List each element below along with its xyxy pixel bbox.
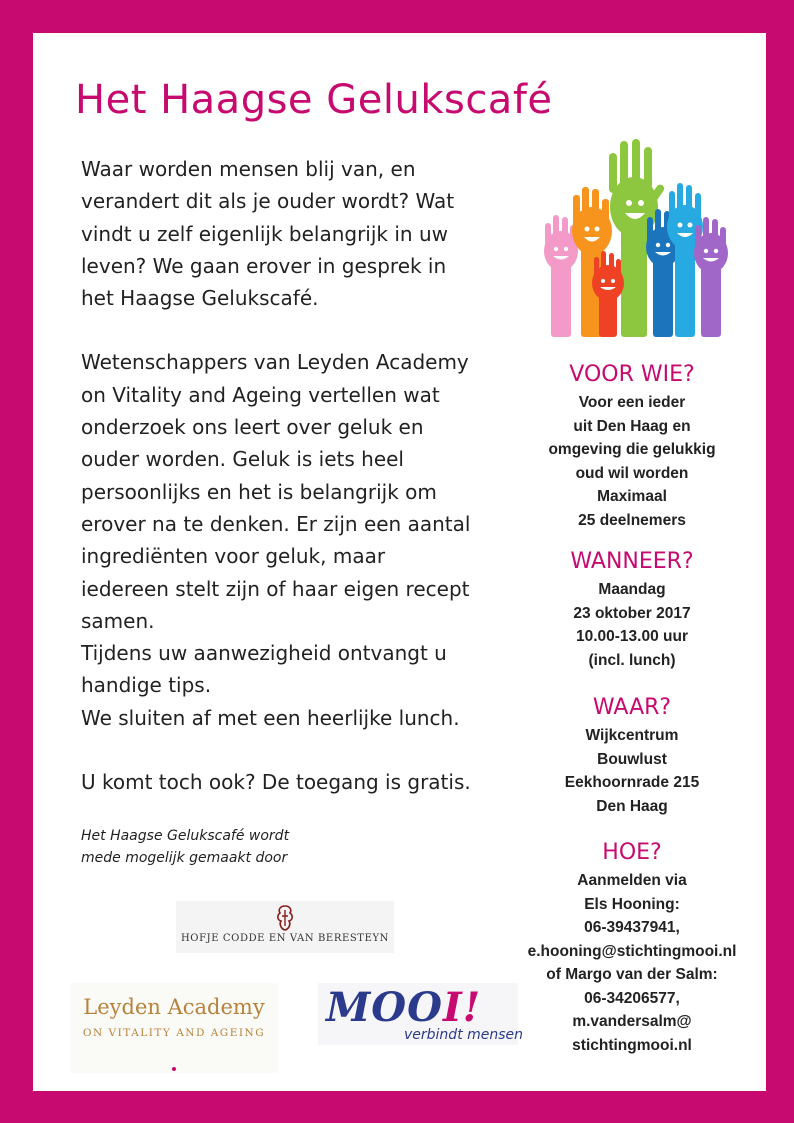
intro-line: verandert dit als je ouder wordt? Wat <box>81 189 455 214</box>
leyden-logo-dot <box>172 1067 176 1071</box>
body-line: erover na te denken. Er zijn een aantal <box>81 511 471 536</box>
how-line: Aanmelden via <box>577 872 687 889</box>
main-text <box>81 153 521 798</box>
body-line: handige tips. <box>81 673 212 698</box>
how-line: e.hooning@stichtingmooi.nl <box>527 942 737 960</box>
mooi-logo-tagline: verbindt mensen <box>404 1027 524 1043</box>
body-line: ingrediënten voor geluk, maar <box>81 544 386 569</box>
mooi-logo-word-b: I! <box>442 984 482 1031</box>
when-line: (incl. lunch) <box>588 651 676 669</box>
info-how <box>500 839 764 1057</box>
sponsor-note-line: mede mogelijk gemaakt door <box>81 850 288 866</box>
how-line: m.vandersalm@ <box>572 1013 692 1030</box>
when-line: 23 oktober 2017 <box>573 604 691 622</box>
body-line: iedereen stelt zijn of haar eigen recept <box>81 576 470 601</box>
paragraph-gap <box>81 314 521 346</box>
who-heading: VOOR WIE? <box>569 362 695 387</box>
where-line: Eekhoornrade 215 <box>564 774 700 791</box>
how-line: 06-34206577, <box>584 989 680 1007</box>
page-title: Het Haagse Gelukscafé <box>75 77 553 123</box>
how-line: of Margo van der Salm: <box>546 966 718 983</box>
where-line: Den Haag <box>596 797 668 815</box>
body-line: Wetenschappers van Leyden Academy <box>81 350 469 375</box>
when-heading: WANNEER? <box>570 549 694 574</box>
where-line: Bouwlust <box>597 750 667 768</box>
flyer-page <box>33 33 766 1091</box>
who-line: Maximaal <box>597 488 667 505</box>
leyden-logo-line1: Leyden Academy <box>83 995 265 1019</box>
hofje-logo-text: HOFJE CODDE EN VAN BERESTEYN <box>180 933 390 944</box>
intro-line: vindt u zelf eigenlijk belangrijk in uw <box>81 221 448 246</box>
how-line: Els Hooning: <box>584 895 680 913</box>
body-line: We sluiten af met een heerlijke lunch. <box>81 705 460 730</box>
info-who <box>500 361 764 532</box>
info-when <box>500 548 764 672</box>
mooi-logo-wordmark <box>326 983 481 1033</box>
intro-line: het Haagse Gelukscafé. <box>81 286 319 311</box>
leyden-logo-line2: ON VITALITY AND AGEING <box>82 1027 266 1039</box>
body-line: onderzoek ons leert over geluk en <box>81 415 424 440</box>
who-line: Voor een ieder <box>578 394 686 411</box>
crest-icon <box>274 904 296 932</box>
body-line: persoonlijks en het is belangrijk om <box>81 479 437 504</box>
intro-line: leven? We gaan erover in gesprek in <box>81 253 447 278</box>
body-line: on Vitality and Ageing vertellen wat <box>81 382 440 407</box>
when-line: 10.00-13.00 uur <box>575 628 688 645</box>
where-heading: WAAR? <box>592 695 672 720</box>
body-line: ouder worden. Geluk is iets heel <box>81 447 404 472</box>
who-line: 25 deelnemers <box>578 511 686 529</box>
hand-purple-icon <box>694 217 728 337</box>
leyden-academy-logo <box>70 983 278 1073</box>
where-line: Wijkcentrum <box>585 727 679 744</box>
closing-line: U komt toch ook? De toegang is gratis. <box>81 770 471 795</box>
sponsor-note <box>81 825 289 869</box>
sponsor-note-line: Het Haagse Gelukscafé wordt <box>81 828 290 844</box>
who-line: uit Den Haag en <box>573 417 691 435</box>
how-heading: HOE? <box>602 840 662 865</box>
body-line: samen. <box>81 608 155 633</box>
intro-line: Waar worden mensen blij van, en <box>81 157 416 181</box>
hofje-logo <box>176 901 394 953</box>
mooi-logo <box>318 983 524 1045</box>
paragraph-gap <box>81 734 521 766</box>
mooi-logo-word-a: MOO <box>326 984 443 1031</box>
colorful-hands-icon <box>537 133 737 343</box>
who-line: oud wil worden <box>575 464 689 482</box>
how-line: stichtingmooi.nl <box>572 1036 692 1054</box>
how-line: 06-39437941, <box>584 919 680 936</box>
info-where <box>500 694 764 818</box>
body-line: Tijdens uw aanwezigheid ontvangt u <box>81 641 447 666</box>
when-line: Maandag <box>598 581 666 598</box>
who-line: omgeving die gelukkig <box>548 441 716 458</box>
